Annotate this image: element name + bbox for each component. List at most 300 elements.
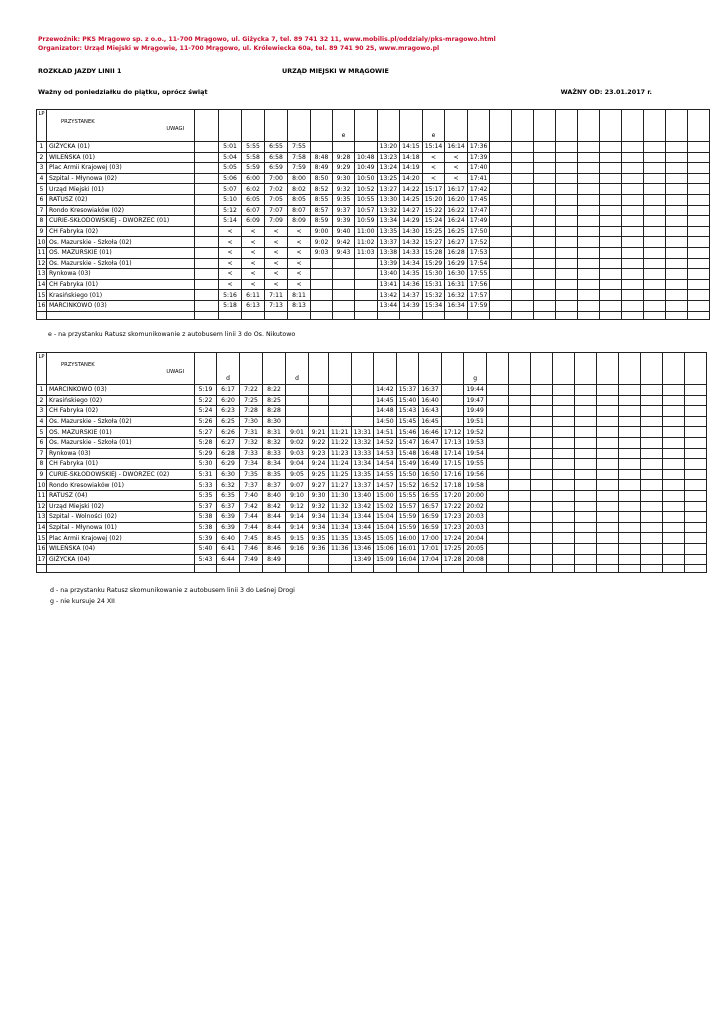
departure-time: 14:50	[374, 416, 397, 427]
departure-time	[688, 184, 710, 195]
departure-time: 5:33	[195, 480, 217, 491]
departure-time: 5:35	[195, 490, 217, 501]
departure-time: 17:15	[441, 459, 464, 470]
trip-mark	[195, 110, 219, 142]
footer-cell	[263, 565, 286, 573]
table-row	[37, 427, 707, 438]
footer-cell	[37, 311, 47, 319]
departure-time	[596, 469, 618, 480]
departure-time	[600, 205, 622, 216]
footer-cell	[217, 565, 240, 573]
footer-cell	[329, 565, 352, 573]
departure-time	[600, 237, 622, 248]
departure-time	[618, 469, 640, 480]
departure-time: 6:11	[242, 290, 265, 301]
departure-time	[508, 459, 530, 470]
departure-time	[534, 300, 556, 311]
departure-time: 7:37	[240, 480, 263, 491]
departure-time: 11:24	[329, 459, 352, 470]
departure-time	[684, 512, 706, 523]
footer-cell	[37, 565, 47, 573]
departure-time	[355, 300, 378, 311]
departure-time	[666, 152, 688, 163]
departure-time: <	[288, 279, 311, 290]
departure-time	[195, 184, 219, 195]
departure-time: 17:22	[441, 501, 464, 512]
departure-time: 14:55	[374, 469, 397, 480]
carrier-line: Przewoźnik: PKS Mrągowo sp. z o.o., 11-700 Mrągowo, ul. Giżycka 7, tel. 89 741 32 11, www.mobilis.pl/oddzialy/pks-mragowo.html	[38, 36, 496, 43]
departure-time: 8:45	[263, 533, 286, 544]
departure-time	[534, 290, 556, 301]
departure-time	[355, 142, 378, 153]
departure-time	[596, 480, 618, 491]
table-row	[37, 480, 707, 491]
departure-time	[195, 226, 219, 237]
departure-time: 19:53	[464, 437, 487, 448]
departure-time: 16:04	[396, 554, 419, 565]
departure-time	[618, 427, 640, 438]
stop-number: 6	[37, 437, 47, 448]
note-g: g - nie kursuje 24 XII	[50, 598, 115, 605]
departure-time	[622, 173, 644, 184]
departure-time	[684, 533, 706, 544]
departure-time	[688, 269, 710, 280]
trip-mark	[512, 110, 534, 142]
departure-time: 16:29	[445, 258, 468, 269]
departure-time	[512, 290, 534, 301]
departure-time	[684, 469, 706, 480]
departure-time	[574, 469, 596, 480]
departure-time: 9:12	[286, 501, 309, 512]
footer-cell	[311, 311, 333, 319]
notes-header-label: UWAGI	[166, 126, 184, 132]
departure-time: 7:05	[265, 194, 288, 205]
departure-time: 13:39	[377, 258, 400, 269]
departure-time	[195, 290, 219, 301]
departure-time	[662, 543, 684, 554]
departure-time: 15:50	[396, 469, 419, 480]
departure-time	[552, 437, 574, 448]
departure-time	[556, 152, 578, 163]
departure-time: 5:28	[195, 437, 217, 448]
departure-time: 6:23	[217, 406, 240, 417]
departure-time: 14:42	[374, 385, 397, 396]
departure-time: <	[219, 269, 242, 280]
stop-name: Rynkowa (03)	[47, 269, 195, 280]
departure-time: 5:40	[195, 543, 217, 554]
departure-time	[644, 152, 666, 163]
stop-name: Os. Mazurskie - Szkoła (01)	[47, 437, 195, 448]
departure-time	[618, 395, 640, 406]
departure-time: 8:11	[288, 290, 311, 301]
departure-time	[195, 237, 219, 248]
trip-mark	[486, 353, 508, 385]
departure-time	[600, 152, 622, 163]
departure-time: 5:01	[219, 142, 242, 153]
departure-time	[556, 300, 578, 311]
departure-time	[530, 448, 552, 459]
footer-cell	[574, 565, 596, 573]
trip-mark	[662, 353, 684, 385]
departure-time: 16:28	[445, 247, 468, 258]
departure-time: 16:59	[419, 522, 442, 533]
footer-cell	[578, 311, 600, 319]
departure-time	[666, 279, 688, 290]
departure-time	[640, 543, 662, 554]
table-row	[37, 395, 707, 406]
departure-time	[578, 300, 600, 311]
departure-time	[574, 427, 596, 438]
departure-time	[662, 459, 684, 470]
footer-cell	[400, 311, 423, 319]
stop-number: 9	[37, 469, 47, 480]
departure-time: 9:00	[311, 226, 333, 237]
departure-time	[286, 395, 309, 406]
departure-time	[508, 437, 530, 448]
stop-name: CH Fabryka (02)	[47, 226, 195, 237]
stop-name: Os. Mazurskie - Szkoła (02)	[47, 237, 195, 248]
departure-time	[622, 247, 644, 258]
departure-time	[486, 469, 508, 480]
departure-time	[622, 184, 644, 195]
departure-time	[688, 290, 710, 301]
departure-time: 13:44	[377, 300, 400, 311]
departure-time	[640, 469, 662, 480]
departure-time: 6:02	[242, 184, 265, 195]
departure-time	[534, 142, 556, 153]
departure-time: 14:39	[400, 300, 423, 311]
trip-mark	[445, 110, 468, 142]
departure-time	[508, 501, 530, 512]
stop-number: 15	[37, 534, 46, 542]
departure-time	[486, 395, 508, 406]
stop-number: 14	[37, 524, 46, 532]
departure-time	[578, 290, 600, 301]
departure-time: 15:48	[396, 448, 419, 459]
departure-time	[311, 142, 333, 153]
departure-time	[534, 269, 556, 280]
departure-time: 8:00	[288, 173, 311, 184]
departure-time: 9:07	[286, 480, 309, 491]
departure-time	[600, 290, 622, 301]
departure-time: 9:05	[286, 469, 309, 480]
departure-time	[600, 226, 622, 237]
departure-time: 6:37	[217, 501, 240, 512]
stop-name: Urząd Miejski (02)	[47, 501, 195, 512]
departure-time: 6:44	[217, 554, 240, 565]
departure-time	[490, 300, 512, 311]
table-row	[37, 142, 710, 153]
departure-time: 8:46	[263, 543, 286, 554]
departure-time: <	[422, 152, 445, 163]
departure-time	[552, 395, 574, 406]
departure-time	[622, 216, 644, 227]
departure-time: 6:39	[217, 512, 240, 523]
stop-name: Krasińskiego (02)	[47, 395, 195, 406]
departure-time: 14:25	[400, 194, 423, 205]
departure-time	[490, 205, 512, 216]
departure-time: 17:23	[441, 522, 464, 533]
departure-time	[556, 237, 578, 248]
departure-time: 15:05	[374, 533, 397, 544]
departure-time: 15:45	[396, 416, 419, 427]
departure-time: 15:25	[422, 226, 445, 237]
stop-name: CURIE-SKŁODOWSKIEJ - DWORZEC (01)	[47, 216, 195, 227]
departure-time	[644, 194, 666, 205]
departure-time	[530, 427, 552, 438]
departure-time	[490, 163, 512, 174]
departure-time: 9:30	[309, 490, 329, 501]
departure-time: <	[265, 258, 288, 269]
departure-time	[666, 247, 688, 258]
departure-time: 20:02	[464, 501, 487, 512]
departure-time	[662, 480, 684, 491]
stop-number: 16	[37, 545, 46, 553]
departure-time: <	[242, 237, 265, 248]
departure-time	[552, 554, 574, 565]
departure-time: 6:09	[242, 216, 265, 227]
departure-time: 5:16	[219, 290, 242, 301]
departure-time: 10:55	[355, 194, 378, 205]
departure-time: 13:41	[377, 279, 400, 290]
footer-cell	[464, 565, 487, 573]
departure-time	[512, 247, 534, 258]
table-row	[37, 533, 707, 544]
departure-time	[596, 437, 618, 448]
departure-time	[644, 247, 666, 258]
stop-name: CH Fabryka (02)	[47, 406, 195, 417]
table-row	[37, 173, 710, 184]
table-row	[37, 237, 710, 248]
departure-time	[684, 501, 706, 512]
departure-time: 7:02	[265, 184, 288, 195]
departure-time	[618, 480, 640, 491]
departure-time: 7:34	[240, 459, 263, 470]
departure-time	[508, 533, 530, 544]
departure-time: 15:28	[422, 247, 445, 258]
departure-time	[596, 543, 618, 554]
departure-time: 13:32	[351, 437, 374, 448]
departure-time: 6:05	[242, 194, 265, 205]
departure-time	[662, 395, 684, 406]
stop-number: 9	[37, 226, 47, 237]
departure-time: 7:22	[240, 385, 263, 396]
departure-time	[490, 226, 512, 237]
departure-time: 5:39	[195, 533, 217, 544]
departure-time	[195, 142, 219, 153]
departure-time	[600, 184, 622, 195]
stop-number: 5	[37, 184, 47, 195]
departure-time	[622, 300, 644, 311]
footer-cell	[355, 311, 378, 319]
departure-time	[618, 501, 640, 512]
table-row	[37, 385, 707, 396]
departure-time	[534, 258, 556, 269]
departure-time: 19:52	[464, 427, 487, 438]
footer-cell	[286, 565, 309, 573]
departure-time	[508, 385, 530, 396]
departure-time: 6:07	[242, 205, 265, 216]
departure-time	[618, 522, 640, 533]
departure-time	[486, 416, 508, 427]
stop-name: RATUSZ (02)	[47, 194, 195, 205]
departure-time	[640, 533, 662, 544]
departure-time	[534, 247, 556, 258]
departure-time	[666, 290, 688, 301]
departure-time	[662, 427, 684, 438]
departure-time	[512, 152, 534, 163]
departure-time: 15:40	[396, 395, 419, 406]
departure-time	[666, 226, 688, 237]
departure-time	[311, 269, 333, 280]
departure-time: 6:13	[242, 300, 265, 311]
departure-time: 13:30	[377, 194, 400, 205]
departure-time: 5:26	[195, 416, 217, 427]
departure-time: 8:07	[288, 205, 311, 216]
stop-number: 14	[37, 281, 46, 289]
departure-time	[486, 522, 508, 533]
departure-time	[486, 554, 508, 565]
departure-time	[195, 163, 219, 174]
footer-cell	[419, 565, 442, 573]
trip-mark	[618, 353, 640, 385]
office-label: URZĄD MIEJSKI W MRĄGOWIE	[282, 67, 389, 75]
departure-time	[600, 173, 622, 184]
departure-time	[329, 554, 352, 565]
departure-time	[530, 406, 552, 417]
departure-time: 17:36	[467, 142, 490, 153]
departure-time: 6:39	[217, 522, 240, 533]
departure-time: 14:15	[400, 142, 423, 153]
departure-time	[286, 385, 309, 396]
departure-time	[574, 522, 596, 533]
departure-time: 20:08	[464, 554, 487, 565]
departure-time	[622, 205, 644, 216]
departure-time	[195, 258, 219, 269]
departure-time	[195, 205, 219, 216]
departure-time	[534, 226, 556, 237]
departure-time: <	[242, 279, 265, 290]
departure-time	[644, 142, 666, 153]
departure-time	[195, 269, 219, 280]
table-row	[37, 490, 707, 501]
departure-time	[286, 406, 309, 417]
departure-time: 7:35	[240, 469, 263, 480]
departure-time	[490, 269, 512, 280]
departure-time: 16:14	[445, 142, 468, 153]
departure-time: 14:27	[400, 205, 423, 216]
departure-time	[512, 269, 534, 280]
departure-time	[688, 247, 710, 258]
departure-time	[578, 216, 600, 227]
footer-cell	[333, 311, 355, 319]
departure-time: 15:32	[422, 290, 445, 301]
departure-time: 16:34	[445, 300, 468, 311]
departure-time: 7:32	[240, 437, 263, 448]
notes-header-label: UWAGI	[166, 369, 184, 375]
trip-mark	[329, 353, 352, 385]
table-row	[37, 543, 707, 554]
departure-time: <	[219, 247, 242, 258]
departure-time	[618, 437, 640, 448]
trip-mark	[195, 353, 217, 385]
departure-time	[662, 533, 684, 544]
departure-time	[596, 533, 618, 544]
stop-name: MARCINKOWO (03)	[47, 385, 195, 396]
departure-time: 9:24	[309, 459, 329, 470]
lp-header: LP	[37, 110, 47, 142]
departure-time: 7:28	[240, 406, 263, 417]
departure-time	[490, 237, 512, 248]
departure-time	[688, 152, 710, 163]
departure-time	[329, 416, 352, 427]
table-row	[37, 163, 710, 174]
departure-time: 15:09	[374, 554, 397, 565]
trip-mark	[377, 110, 400, 142]
departure-time: 13:35	[351, 469, 374, 480]
departure-time: 16:30	[445, 269, 468, 280]
departure-time	[309, 406, 329, 417]
departure-time: 14:34	[400, 258, 423, 269]
departure-time	[662, 437, 684, 448]
trip-mark	[574, 353, 596, 385]
departure-time: 13:42	[351, 501, 374, 512]
departure-time: 15:24	[422, 216, 445, 227]
departure-time	[508, 416, 530, 427]
stop-name: CH Fabryka (01)	[47, 279, 195, 290]
stop-number: 8	[37, 216, 47, 227]
departure-time	[333, 279, 355, 290]
departure-time: 15:04	[374, 512, 397, 523]
departure-time	[644, 184, 666, 195]
departure-time	[596, 385, 618, 396]
departure-time	[574, 385, 596, 396]
departure-time: 6:00	[242, 173, 265, 184]
departure-time: 16:55	[419, 490, 442, 501]
departure-time: 8:44	[263, 512, 286, 523]
departure-time: 19:54	[464, 448, 487, 459]
trip-mark	[578, 110, 600, 142]
departure-time: 9:25	[309, 469, 329, 480]
departure-time: 16:27	[445, 237, 468, 248]
departure-time: 15:52	[396, 480, 419, 491]
departure-time: 7:40	[240, 490, 263, 501]
table-row	[37, 247, 710, 258]
departure-time: 15:29	[422, 258, 445, 269]
departure-time	[195, 279, 219, 290]
departure-time	[486, 501, 508, 512]
stop-name: CH Fabryka (01)	[47, 459, 195, 470]
departure-time	[534, 184, 556, 195]
departure-time	[508, 480, 530, 491]
departure-time	[578, 163, 600, 174]
departure-time: 11:23	[329, 448, 352, 459]
departure-time	[333, 142, 355, 153]
departure-time	[556, 194, 578, 205]
departure-time	[309, 385, 329, 396]
trip-mark: e	[422, 110, 445, 142]
departure-time	[556, 247, 578, 258]
departure-time	[644, 237, 666, 248]
departure-time: 11:00	[355, 226, 378, 237]
departure-time	[530, 554, 552, 565]
departure-time: 17:20	[441, 490, 464, 501]
footer-cell	[622, 311, 644, 319]
departure-time	[351, 385, 374, 396]
departure-time	[640, 416, 662, 427]
departure-time: 7:58	[288, 152, 311, 163]
departure-time	[688, 226, 710, 237]
